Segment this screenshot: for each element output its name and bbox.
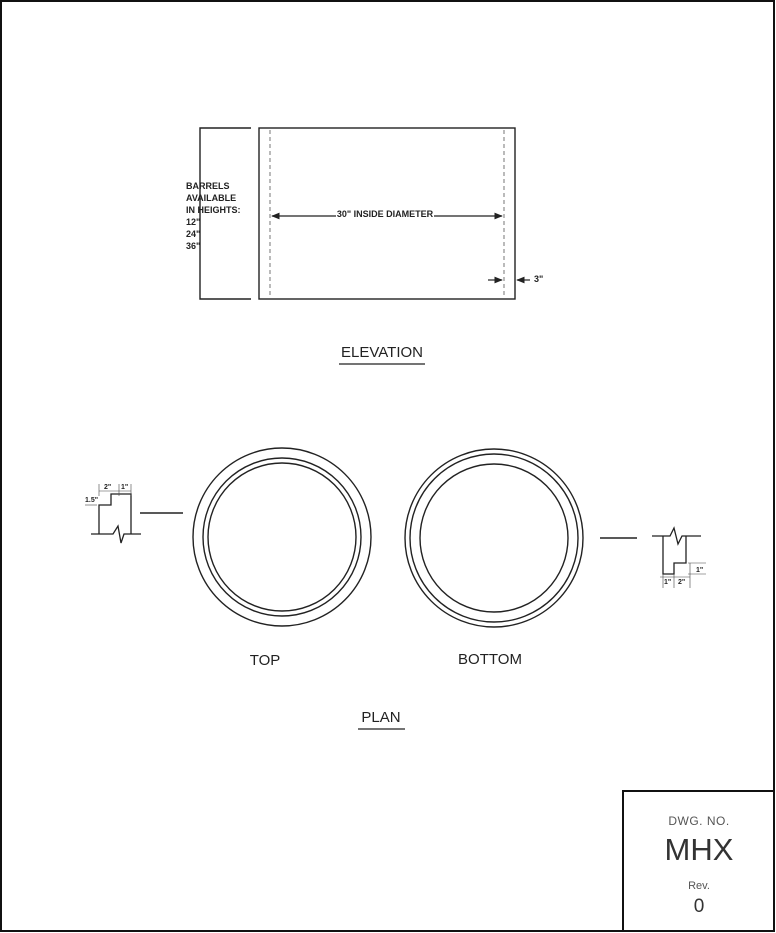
dwg-no-label: DWG. NO. — [668, 814, 730, 828]
bottom-detail-dim-c: 1" — [696, 567, 704, 574]
top-detail-dim-b: 1" — [121, 484, 129, 491]
inside-diameter-label: 30" INSIDE DIAMETER — [336, 209, 434, 219]
bottom-label: BOTTOM — [458, 651, 522, 668]
barrels-line-4: 12" — [186, 217, 201, 227]
wall-thickness-label: 3" — [534, 274, 544, 284]
bottom-joint-detail — [652, 528, 706, 588]
bottom-ring — [405, 449, 583, 627]
elevation-view — [186, 128, 543, 364]
rev-value: 0 — [693, 896, 705, 917]
barrels-line-6: 36" — [186, 241, 201, 251]
top-ring — [193, 448, 371, 626]
barrels-line-2: AVAILABLE — [186, 193, 237, 203]
bottom-detail-dim-b: 2" — [678, 579, 686, 586]
top-detail-dim-c: 1.5" — [85, 497, 99, 504]
top-joint-detail — [85, 484, 141, 543]
title-block — [623, 791, 774, 931]
dwg-number: MHX — [664, 832, 734, 867]
barrels-line-3: IN HEIGHTS: — [186, 205, 241, 215]
barrels-line-1: BARRELS — [186, 181, 230, 191]
barrels-line-5: 24" — [186, 229, 201, 239]
top-detail-dim-a: 2" — [104, 484, 112, 491]
rev-label: Rev. — [688, 880, 710, 892]
elevation-title: ELEVATION — [341, 344, 423, 361]
top-label: TOP — [249, 652, 281, 669]
bottom-detail-dim-a: 1" — [664, 579, 672, 586]
plan-view — [85, 448, 706, 729]
plan-title: PLAN — [361, 709, 401, 726]
